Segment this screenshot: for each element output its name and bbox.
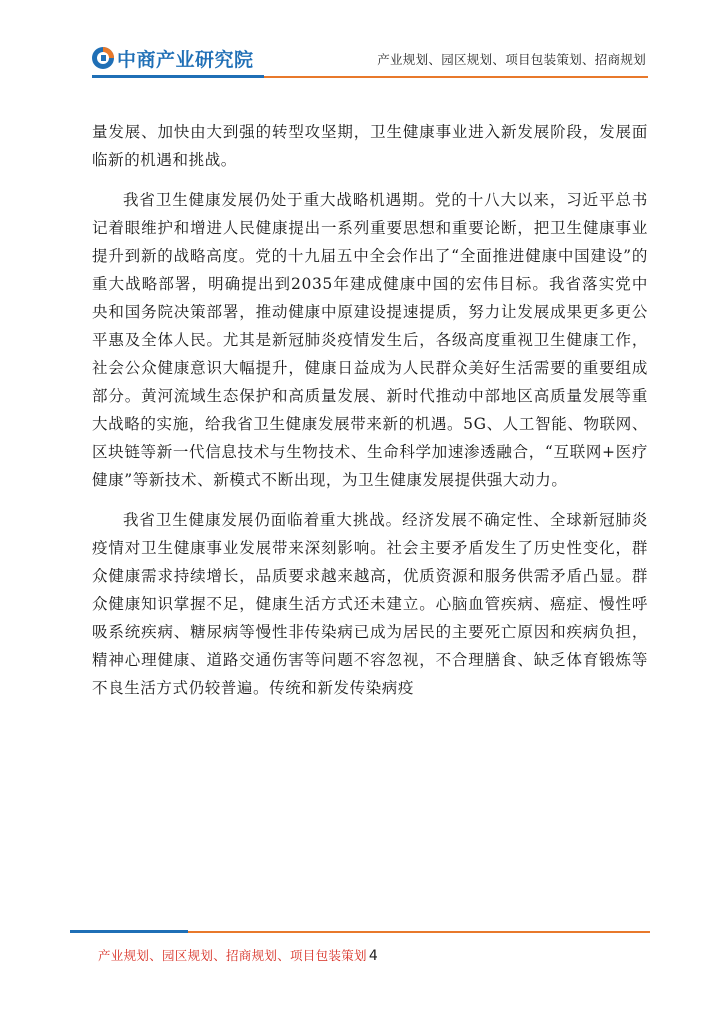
- logo-mark-icon: [92, 47, 114, 69]
- paragraph-challenges: 我省卫生健康发展仍面临着重大挑战。经济发展不确定性、全球新冠肺炎疫情对卫生健康事业发展带来深刻影响。社会主要矛盾发生了历史性变化，群众健康需求持续增长，品质要求越来越高，优质资源和服务供需矛盾凸显。群众健康知识掌握不足，健康生活方式还未建立。心脑血管疾病、癌症、慢性呼吸系统疾病、糖尿病等慢性非传染病已成为居民的主要死亡原因和疾病负担，精神心理健康、道路交通伤害等问题不容忽视，不合理膳食、缺乏体育锻炼等不良生活方式仍较普遍。传统和新发传染病疫: [92, 511, 648, 697]
- footer-tagline: 产业规划、园区规划、招商规划、项目包装策划: [98, 948, 367, 963]
- page-header: [0, 0, 724, 90]
- header-rule-blue: [92, 75, 264, 78]
- paragraph-opportunities: 我省卫生健康发展仍处于重大战略机遇期。党的十八大以来，习近平总书记着眼维护和增进人民健康提出一系列重要思想和重要论断，把卫生健康事业提升到新的战略高度。党的十九届五中全会作出了“全面推进健康中国建设”的重大战略部署，明确提出到2035年建成健康中国的宏伟目标。我省落实党中央和国务院决策部署，推动健康中原建设提速提质，努力让发展成果更多更公平惠及全体人民。尤其是新冠肺炎疫情发生后，各级高度重视卫生健康工作，社会公众健康意识大幅提升，健康日益成为人民群众美好生活需要的重要组成部分。黄河流域生态保护和高质量发展、新时代推动中部地区高质量发展等重大战略的实施，给我省卫生健康发展带来新的机遇。5G、人工智能、物联网、区块链等新一代信息技术与生物技术、生命科学加速渗透融合，“互联网+医疗健康”等新技术、新模式不断出现，为卫生健康发展提供强大动力。: [92, 191, 648, 489]
- header-tagline: 产业规划、园区规划、项目包装策划、招商规划: [377, 52, 646, 67]
- page-footer: [98, 946, 378, 964]
- company-logo: [92, 44, 254, 72]
- document-body: [92, 118, 648, 702]
- page-number: 4: [368, 948, 379, 964]
- header-rule-orange: [264, 76, 648, 78]
- footer-rule-orange: [188, 931, 650, 933]
- footer-rule-blue: [70, 930, 188, 933]
- paragraph-continued: 量发展、加快由大到强的转型攻坚期，卫生健康事业进入新发展阶段，发展面临新的机遇和挑战。: [92, 123, 648, 169]
- logo-text: 中商产业研究院: [117, 48, 254, 71]
- footer-rule: [70, 930, 650, 934]
